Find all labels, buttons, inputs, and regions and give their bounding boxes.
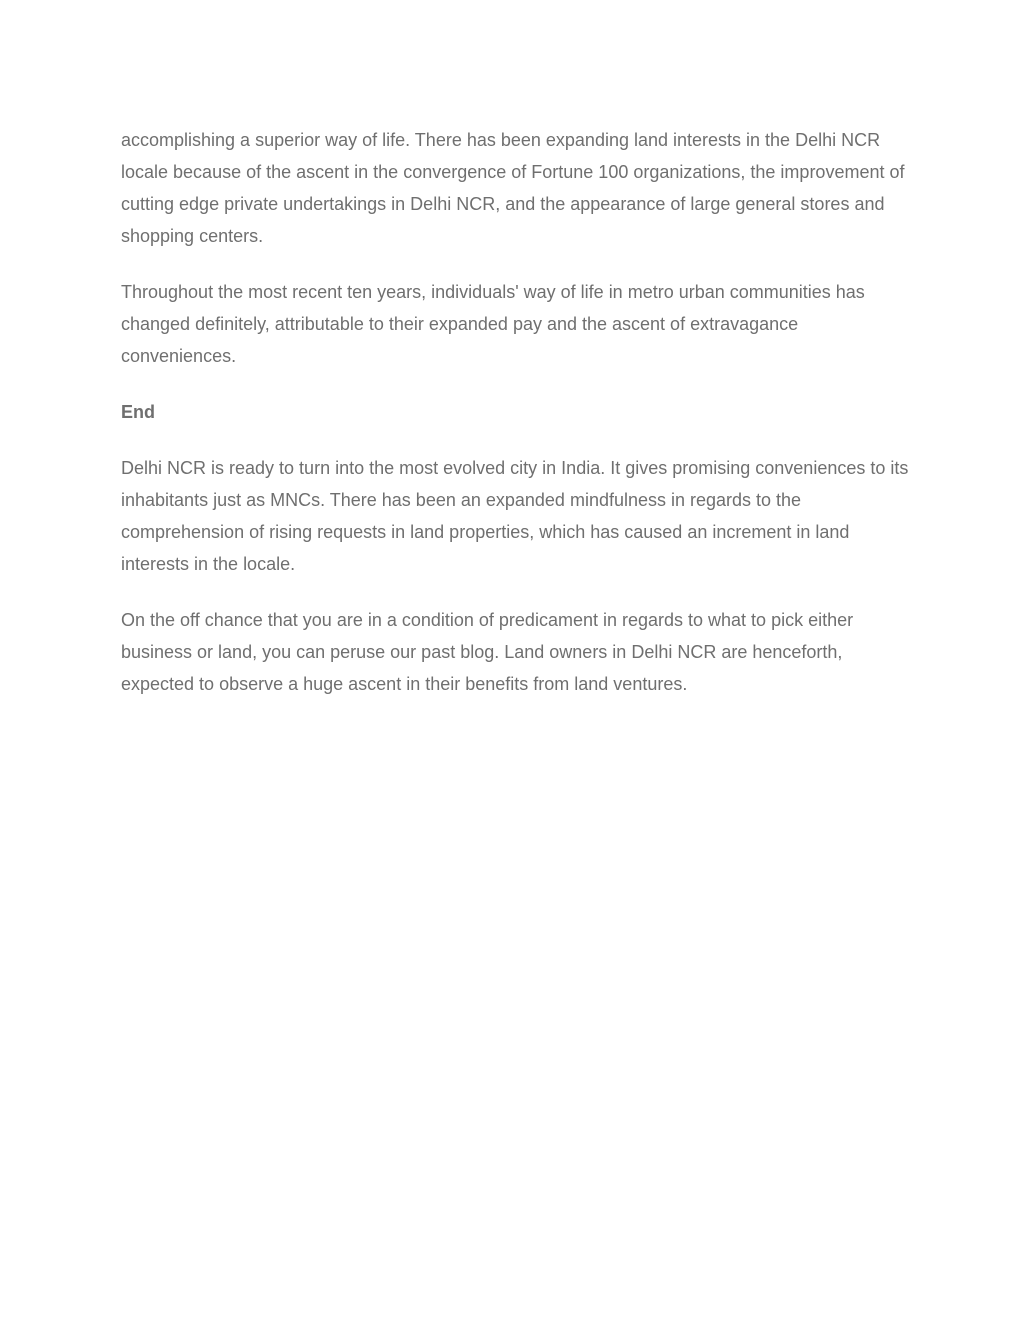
section-heading-end: End: [121, 402, 155, 422]
paragraph-metro-lifestyle: Throughout the most recent ten years, individuals' way of life in metro urban communities has changed definitely, attributable to their expanded pay and the ascent of extravagance conveniences.: [121, 282, 865, 366]
paragraph-delhi-ncr-evolution: Delhi NCR is ready to turn into the most evolved city in India. It gives promising conveniences to its inhabitants just as MNCs. There has been an expanded mindfulness in regards to the comprehension of rising requests in land properties, which has caused an increment in land interests in the locale.: [121, 458, 909, 574]
paragraph-land-ventures: On the off chance that you are in a condition of predicament in regards to what to pick either business or land, you can peruse our past blog. Land owners in Delhi NCR are henceforth, expected to observe a huge ascent in their benefits from land ventures.: [121, 610, 854, 694]
document-body: [121, 124, 911, 724]
paragraph-lifestyle-investment: accomplishing a superior way of life. There has been expanding land interests in the Delhi NCR locale because of the ascent in the convergence of Fortune 100 organizations, the improvement of cutting edge private undertakings in Delhi NCR, and the appearance of large general stores and shopping centers.: [121, 130, 905, 246]
